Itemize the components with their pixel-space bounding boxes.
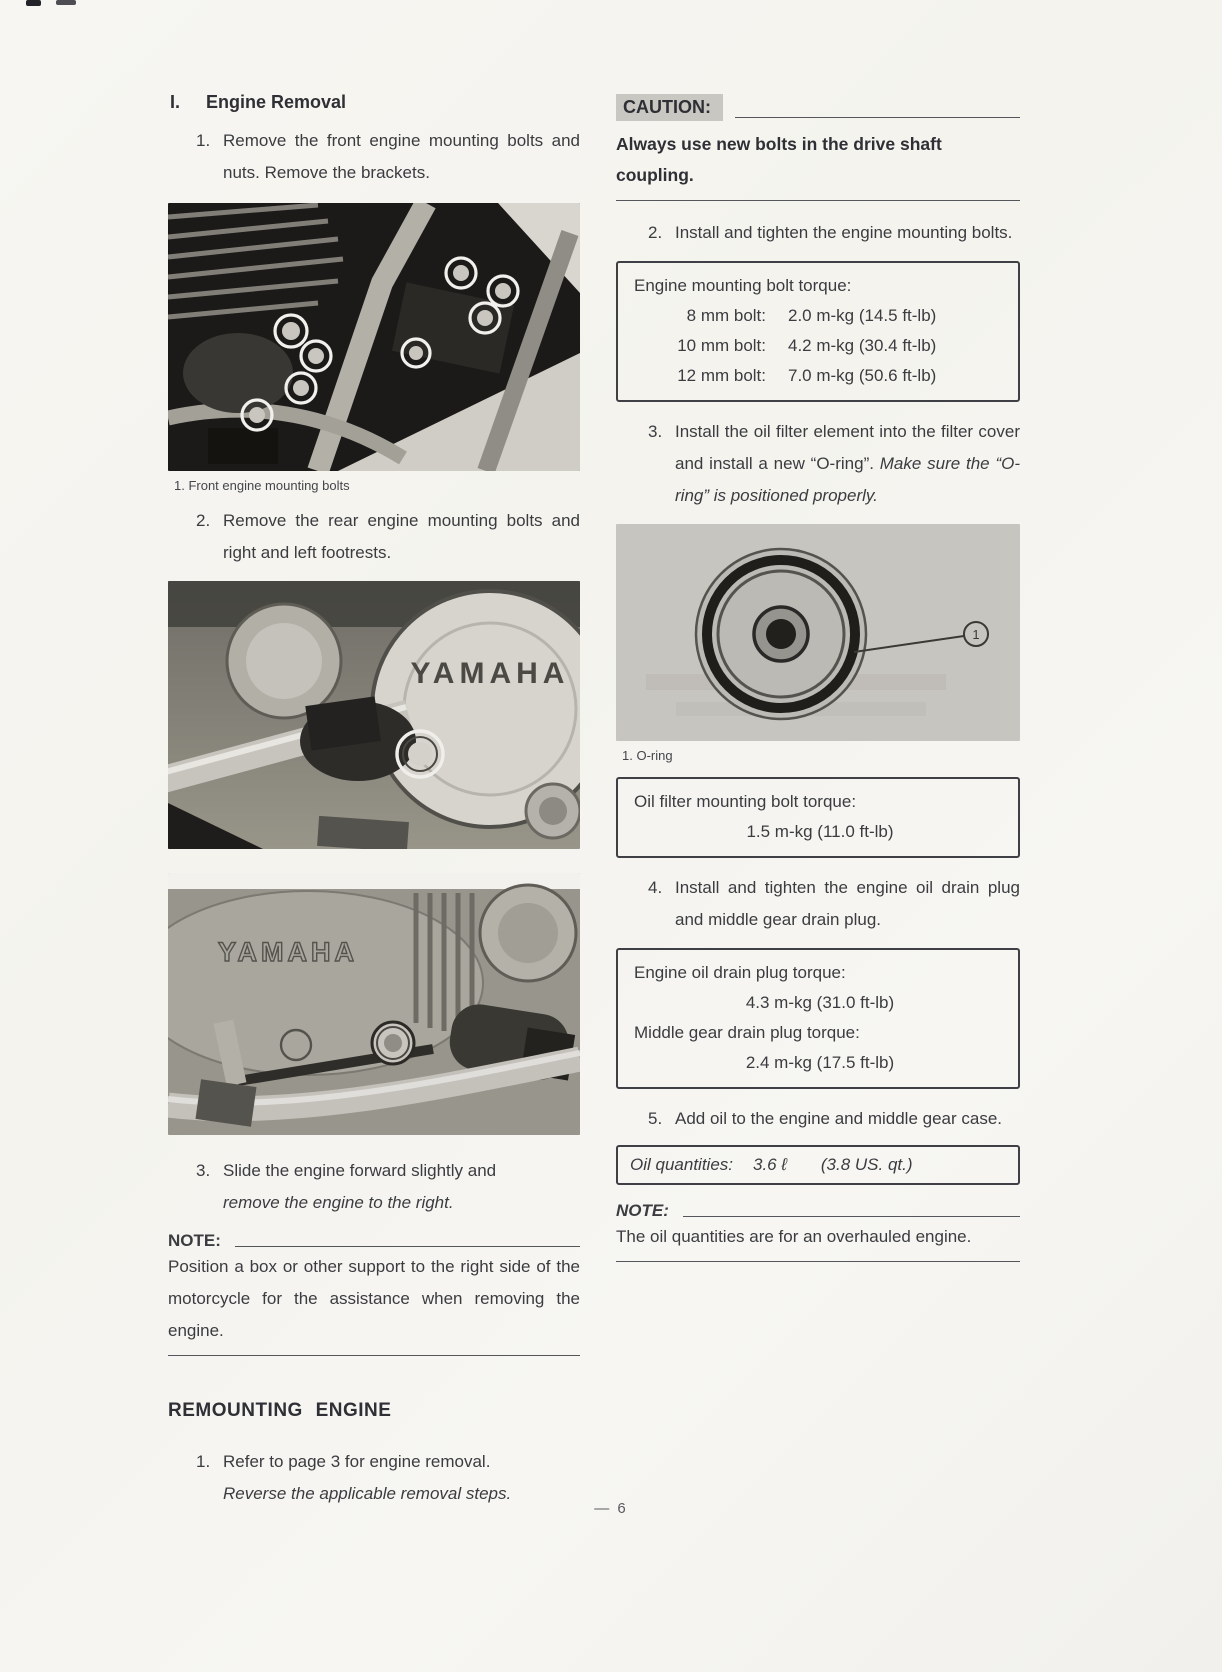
step-number: 3. — [196, 1161, 211, 1180]
step-text: Install and tighten the engine oil drain plug and middle gear drain plug. — [675, 878, 1020, 929]
note-label: NOTE: — [616, 1201, 669, 1220]
spec-title: Middle gear drain plug torque: — [634, 1023, 860, 1042]
callout-1-number: 1 — [972, 627, 980, 642]
caution-body: Always use new bolts in the drive shaft coupling. — [616, 129, 1020, 201]
step-number: 5. — [648, 1109, 663, 1128]
spec-value: 4.3 m-kg (31.0 ft-lb) — [745, 993, 895, 1012]
step-remove-rear-bolts — [168, 505, 580, 569]
step-text: Remove the rear engine mounting bolts and right and left footrests. — [223, 511, 580, 562]
spec-label: 8 mm bolt: — [686, 306, 766, 325]
step-text: Install the oil filter element into the filter cover and install a new “O-ring”. — [675, 422, 1020, 473]
note-header — [616, 1201, 1020, 1221]
oil-value: 3.6 ℓ — [753, 1155, 787, 1174]
note-rule — [683, 1216, 1020, 1217]
spec-value: 2.0 m-kg (14.5 ft-lb) — [788, 306, 937, 325]
note-header — [168, 1231, 580, 1251]
spec-value: 4.2 m-kg (30.4 ft-lb) — [788, 336, 937, 355]
step-text: Install and tighten the engine mounting bolts. — [675, 223, 1013, 242]
step-install-mounting-bolts — [616, 217, 1020, 249]
step-add-oil — [616, 1103, 1020, 1135]
note-body: The oil quantities are for an overhauled engine. — [616, 1221, 1020, 1262]
spec-row — [634, 361, 1006, 391]
spec-title: Engine mounting bolt torque: — [634, 276, 852, 295]
yamaha-logo-text: YAMAHA — [410, 657, 570, 690]
photo-caption: 1. O-ring — [622, 748, 673, 763]
photo-engine-right-side — [168, 581, 580, 849]
section-heading-engine-removal — [168, 92, 580, 113]
step-text: Slide the engine forward slightly and — [223, 1161, 497, 1180]
spec-row — [634, 301, 1006, 331]
section-number: I. — [170, 92, 181, 112]
step-install-drain-plugs — [616, 872, 1020, 936]
note-body: Position a box or other support to the right side of the motorcycle for the assistance when removing the engine. — [168, 1251, 580, 1356]
step-text: Refer to page 3 for engine removal. — [223, 1452, 491, 1471]
spec-value: 2.4 m-kg (17.5 ft-lb) — [745, 1053, 895, 1072]
remounting-engine-heading: REMOUNTING ENGINE — [168, 1400, 392, 1421]
oil-quantities-box — [616, 1145, 1020, 1185]
caution-label: CAUTION: — [616, 94, 723, 121]
step-text: Add oil to the engine and middle gear case. — [675, 1109, 1003, 1128]
engine-photo-3-graphic — [168, 873, 580, 1135]
step-number: 2. — [648, 223, 663, 242]
spec-value: 1.5 m-kg (11.0 ft-lb) — [746, 822, 894, 841]
oil-label: Oil quantities: — [630, 1155, 733, 1174]
right-column — [616, 0, 1020, 1262]
step-number: 3. — [648, 422, 663, 441]
spec-title: Oil filter mounting bolt torque: — [634, 792, 857, 811]
photo-oring — [616, 524, 1020, 741]
yamaha-logo-embossed: YAMAHA — [217, 937, 359, 967]
left-column — [168, 0, 580, 1510]
engine-photo-1-graphic — [168, 203, 580, 471]
step-text: Remove the front engine mounting bolts and nuts. Remove the brackets. — [223, 131, 580, 182]
step-remove-front-bolts — [168, 125, 580, 189]
spec-row — [634, 331, 1006, 361]
caution-header — [616, 94, 1020, 121]
spec-value: 7.0 m-kg (50.6 ft-lb) — [788, 366, 937, 385]
photo-caption: 1. Front engine mounting bolts — [174, 478, 350, 493]
oil-alt-value: (3.8 US. qt.) — [820, 1155, 913, 1174]
step-number: 1. — [196, 1452, 211, 1471]
page-number: — 6 — [594, 1500, 628, 1517]
scan-artifact — [56, 0, 76, 5]
drain-plug-torque-box — [616, 948, 1020, 1089]
note-rule — [235, 1246, 580, 1247]
scan-artifact — [26, 0, 41, 6]
engine-photo-2-graphic — [168, 581, 580, 849]
caution-rule — [735, 117, 1020, 118]
section-title: Engine Removal — [206, 92, 347, 112]
spec-title: Engine oil drain plug torque: — [634, 963, 846, 982]
step-text-italic: Make sure the “O-ring” is positioned properly. — [675, 454, 1020, 505]
spec-label: 12 mm bolt: — [677, 366, 766, 385]
step-slide-engine — [168, 1155, 580, 1219]
step-number: 2. — [196, 511, 211, 530]
step-text-italic: Reverse the applicable removal steps. — [223, 1484, 512, 1503]
photo-front-engine-mounting-bolts — [168, 203, 580, 471]
step-number: 4. — [648, 878, 663, 897]
step-text-italic: remove the engine to the right. — [223, 1193, 454, 1212]
photo-engine-left-side — [168, 873, 580, 1135]
oil-filter-torque-box — [616, 777, 1020, 858]
oring-photo-graphic — [616, 524, 1020, 741]
step-number: 1. — [196, 131, 211, 150]
step-install-oil-filter — [616, 416, 1020, 512]
engine-mounting-torque-box — [616, 261, 1020, 402]
note-label: NOTE: — [168, 1231, 221, 1250]
spec-label: 10 mm bolt: — [677, 336, 766, 355]
